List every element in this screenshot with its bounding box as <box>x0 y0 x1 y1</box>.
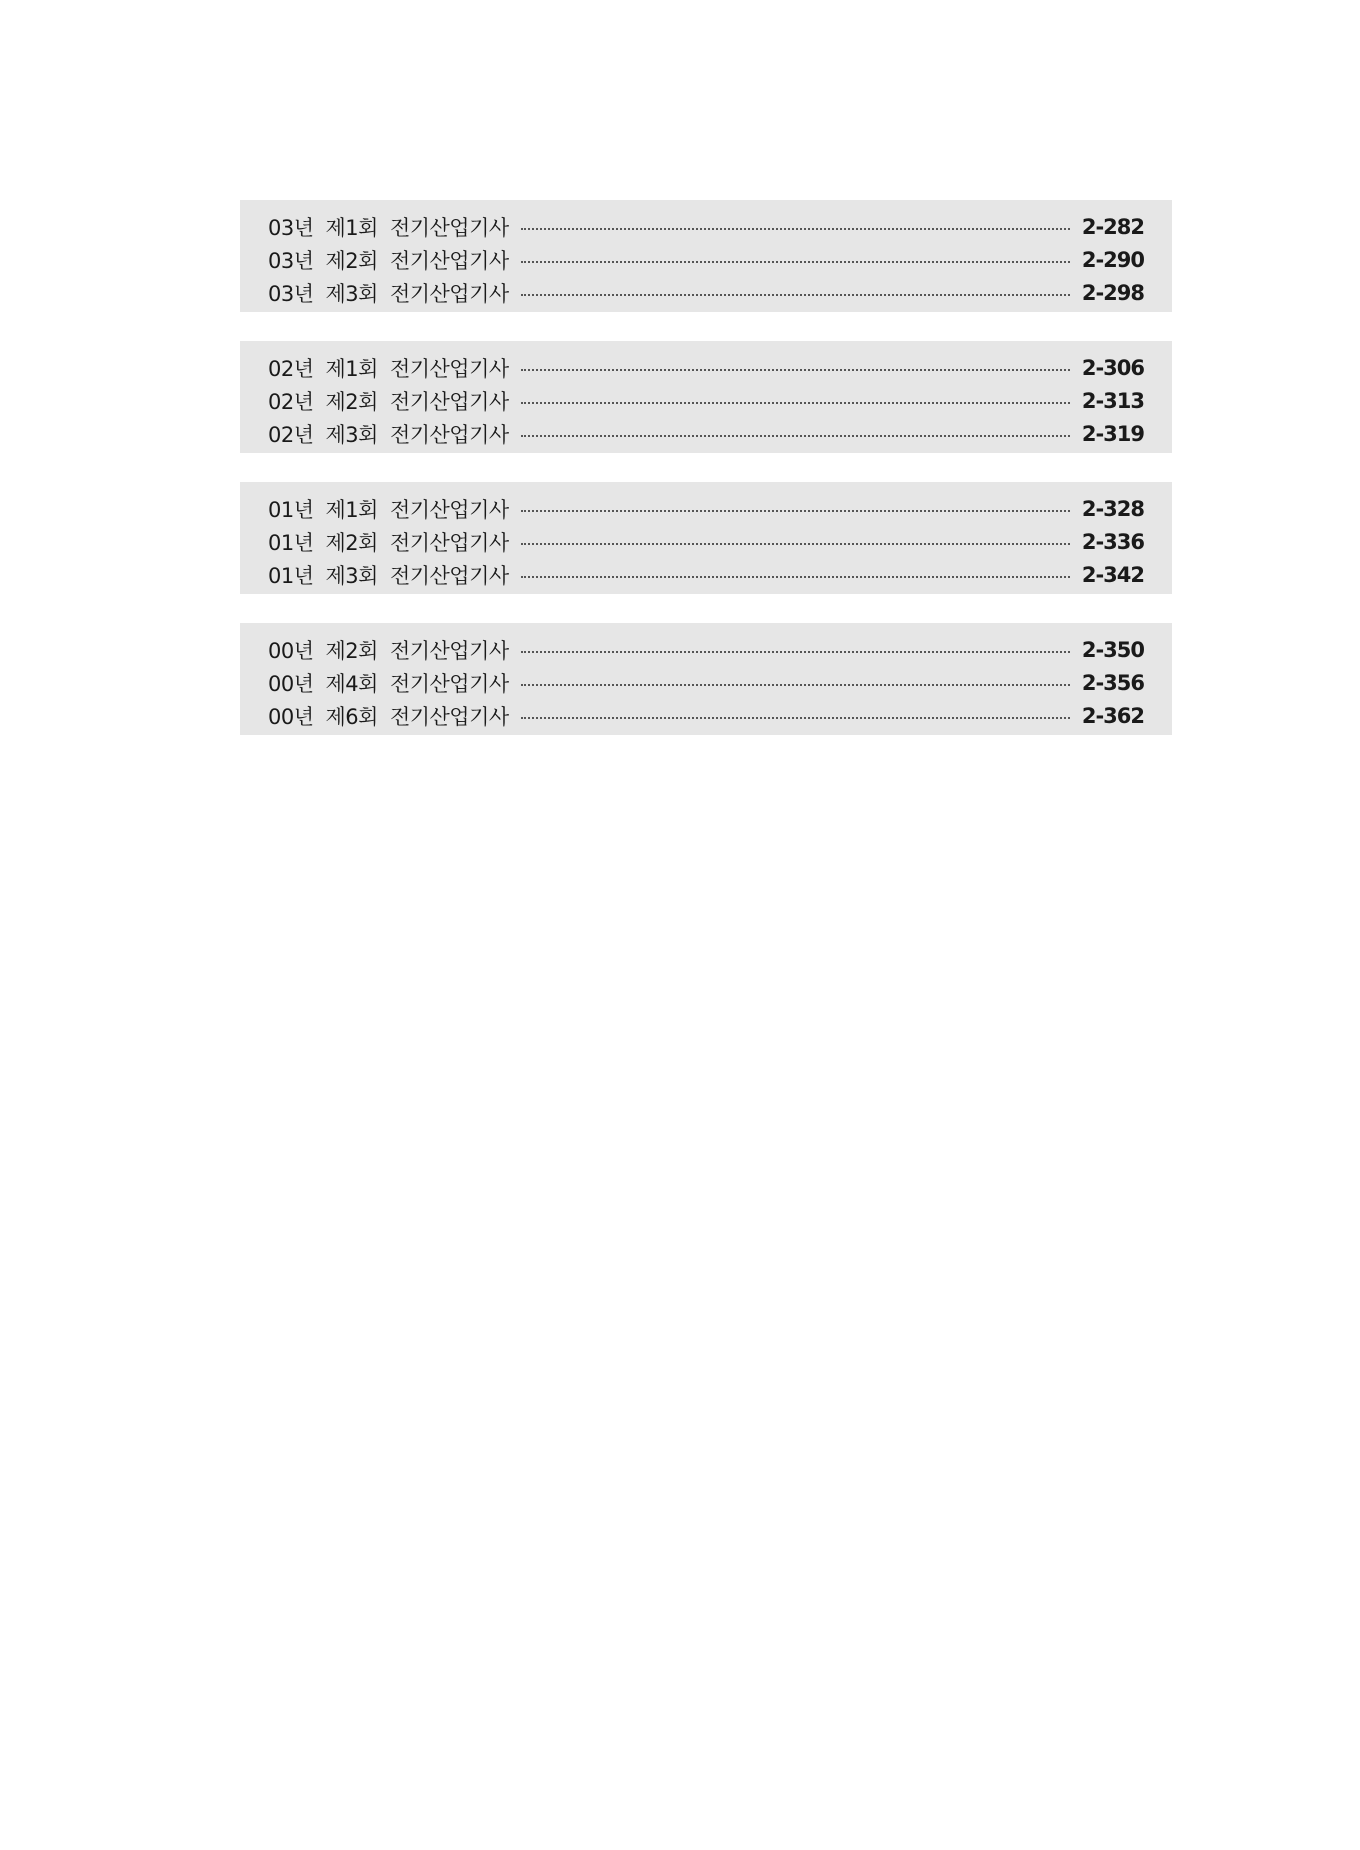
entry-page-number: 2-350 <box>1081 637 1144 662</box>
entry-year: 02년 <box>268 422 314 447</box>
entry-title: 전기산업기사 <box>389 248 509 273</box>
toc-entry[interactable] <box>268 525 1144 558</box>
entry-year: 02년 <box>268 356 314 381</box>
entry-round: 제2회 <box>325 638 378 663</box>
entry-page-number: 2-319 <box>1081 421 1144 446</box>
dot-leader <box>521 684 1070 686</box>
entry-round: 제4회 <box>325 671 378 696</box>
dot-leader <box>521 294 1070 296</box>
toc-entry[interactable] <box>268 210 1144 243</box>
dot-leader <box>521 543 1070 545</box>
entry-title: 전기산업기사 <box>389 215 509 240</box>
entry-title: 전기산업기사 <box>389 389 509 414</box>
toc-entry[interactable] <box>268 558 1144 591</box>
entry-year: 03년 <box>268 215 314 240</box>
toc-entry[interactable] <box>268 384 1144 417</box>
entry-year: 02년 <box>268 389 314 414</box>
toc-group-2003 <box>240 200 1172 312</box>
toc-entry[interactable] <box>268 243 1144 276</box>
toc-entry[interactable] <box>268 666 1144 699</box>
dot-leader <box>521 261 1070 263</box>
entry-title: 전기산업기사 <box>389 671 509 696</box>
entry-page-number: 2-306 <box>1081 355 1144 380</box>
toc-entry[interactable] <box>268 633 1144 666</box>
entry-round: 제3회 <box>325 422 378 447</box>
entry-year: 00년 <box>268 638 314 663</box>
entry-title: 전기산업기사 <box>389 422 509 447</box>
dot-leader <box>521 651 1070 653</box>
toc-entry[interactable] <box>268 351 1144 384</box>
entry-year: 00년 <box>268 671 314 696</box>
entry-page-number: 2-298 <box>1081 280 1144 305</box>
entry-year: 01년 <box>268 563 314 588</box>
dot-leader <box>521 369 1070 371</box>
entry-year: 03년 <box>268 248 314 273</box>
dot-leader <box>521 228 1070 230</box>
table-of-contents <box>240 200 1172 764</box>
entry-round: 제2회 <box>325 389 378 414</box>
entry-title: 전기산업기사 <box>389 638 509 663</box>
entry-year: 01년 <box>268 497 314 522</box>
entry-page-number: 2-342 <box>1081 562 1144 587</box>
entry-round: 제1회 <box>325 497 378 522</box>
entry-year: 00년 <box>268 704 314 729</box>
toc-entry[interactable] <box>268 417 1144 450</box>
entry-round: 제6회 <box>325 704 378 729</box>
entry-round: 제2회 <box>325 248 378 273</box>
entry-page-number: 2-282 <box>1081 214 1144 239</box>
dot-leader <box>521 435 1070 437</box>
entry-page-number: 2-336 <box>1081 529 1144 554</box>
dot-leader <box>521 510 1070 512</box>
entry-page-number: 2-362 <box>1081 703 1144 728</box>
entry-title: 전기산업기사 <box>389 704 509 729</box>
entry-round: 제1회 <box>325 356 378 381</box>
entry-round: 제2회 <box>325 530 378 555</box>
entry-year: 03년 <box>268 281 314 306</box>
dot-leader <box>521 717 1070 719</box>
entry-title: 전기산업기사 <box>389 530 509 555</box>
entry-title: 전기산업기사 <box>389 281 509 306</box>
entry-round: 제1회 <box>325 215 378 240</box>
entry-title: 전기산업기사 <box>389 563 509 588</box>
entry-year: 01년 <box>268 530 314 555</box>
dot-leader <box>521 402 1070 404</box>
entry-page-number: 2-356 <box>1081 670 1144 695</box>
entry-page-number: 2-290 <box>1081 247 1144 272</box>
entry-round: 제3회 <box>325 281 378 306</box>
toc-entry[interactable] <box>268 699 1144 732</box>
toc-entry[interactable] <box>268 492 1144 525</box>
entry-round: 제3회 <box>325 563 378 588</box>
entry-page-number: 2-328 <box>1081 496 1144 521</box>
toc-group-2002 <box>240 341 1172 453</box>
dot-leader <box>521 576 1070 578</box>
entry-title: 전기산업기사 <box>389 356 509 381</box>
toc-group-2000 <box>240 623 1172 735</box>
toc-group-2001 <box>240 482 1172 594</box>
toc-entry[interactable] <box>268 276 1144 309</box>
entry-page-number: 2-313 <box>1081 388 1144 413</box>
entry-title: 전기산업기사 <box>389 497 509 522</box>
